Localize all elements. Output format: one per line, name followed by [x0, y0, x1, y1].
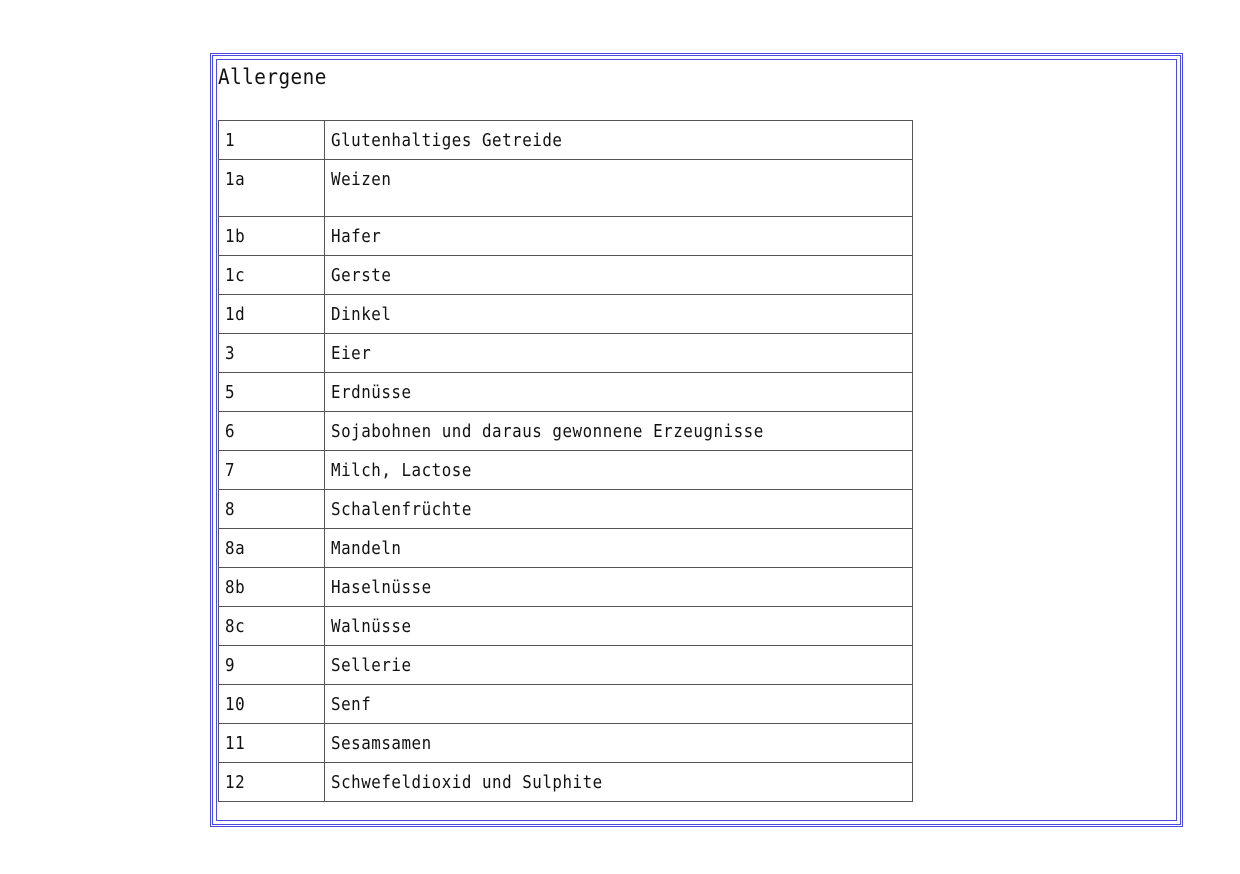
allergen-name: Sojabohnen und daraus gewonnene Erzeugnisse — [325, 412, 913, 451]
table-row — [219, 373, 913, 412]
table-row — [219, 568, 913, 607]
allergen-name: Sellerie — [325, 646, 913, 685]
allergen-name: Weizen — [325, 160, 913, 217]
allergen-code: 9 — [219, 646, 325, 685]
allergen-panel — [210, 53, 1183, 827]
allergen-name: Senf — [325, 685, 913, 724]
allergen-name: Glutenhaltiges Getreide — [325, 121, 913, 160]
table-row — [219, 256, 913, 295]
allergen-name: Sesamsamen — [325, 724, 913, 763]
allergen-code: 1a — [219, 160, 325, 217]
table-row — [219, 763, 913, 802]
allergen-code: 10 — [219, 685, 325, 724]
table-row — [219, 451, 913, 490]
allergen-name: Schalenfrüchte — [325, 490, 913, 529]
allergen-code: 12 — [219, 763, 325, 802]
allergen-code: 8a — [219, 529, 325, 568]
allergen-name: Mandeln — [325, 529, 913, 568]
allergen-code: 5 — [219, 373, 325, 412]
allergen-code: 7 — [219, 451, 325, 490]
table-row — [219, 121, 913, 160]
allergen-name: Walnüsse — [325, 607, 913, 646]
table-row — [219, 334, 913, 373]
allergen-code: 1b — [219, 217, 325, 256]
allergen-name: Milch, Lactose — [325, 451, 913, 490]
table-row — [219, 412, 913, 451]
allergen-name: Gerste — [325, 256, 913, 295]
allergen-code: 6 — [219, 412, 325, 451]
page-title: Allergene — [218, 65, 327, 89]
allergen-name: Dinkel — [325, 295, 913, 334]
table-row — [219, 295, 913, 334]
table-row — [219, 160, 913, 217]
allergen-code: 8b — [219, 568, 325, 607]
table-row — [219, 724, 913, 763]
table-row — [219, 529, 913, 568]
allergen-name: Hafer — [325, 217, 913, 256]
allergen-name: Schwefeldioxid und Sulphite — [325, 763, 913, 802]
table-row — [219, 217, 913, 256]
allergen-name: Erdnüsse — [325, 373, 913, 412]
allergen-code: 1d — [219, 295, 325, 334]
allergen-code: 8 — [219, 490, 325, 529]
allergen-code: 8c — [219, 607, 325, 646]
table-row — [219, 685, 913, 724]
allergen-code: 1c — [219, 256, 325, 295]
table-row — [219, 490, 913, 529]
allergen-name: Eier — [325, 334, 913, 373]
allergen-code: 11 — [219, 724, 325, 763]
table-row — [219, 646, 913, 685]
allergen-code: 3 — [219, 334, 325, 373]
allergen-table — [218, 120, 913, 802]
allergen-code: 1 — [219, 121, 325, 160]
table-row — [219, 607, 913, 646]
allergen-name: Haselnüsse — [325, 568, 913, 607]
